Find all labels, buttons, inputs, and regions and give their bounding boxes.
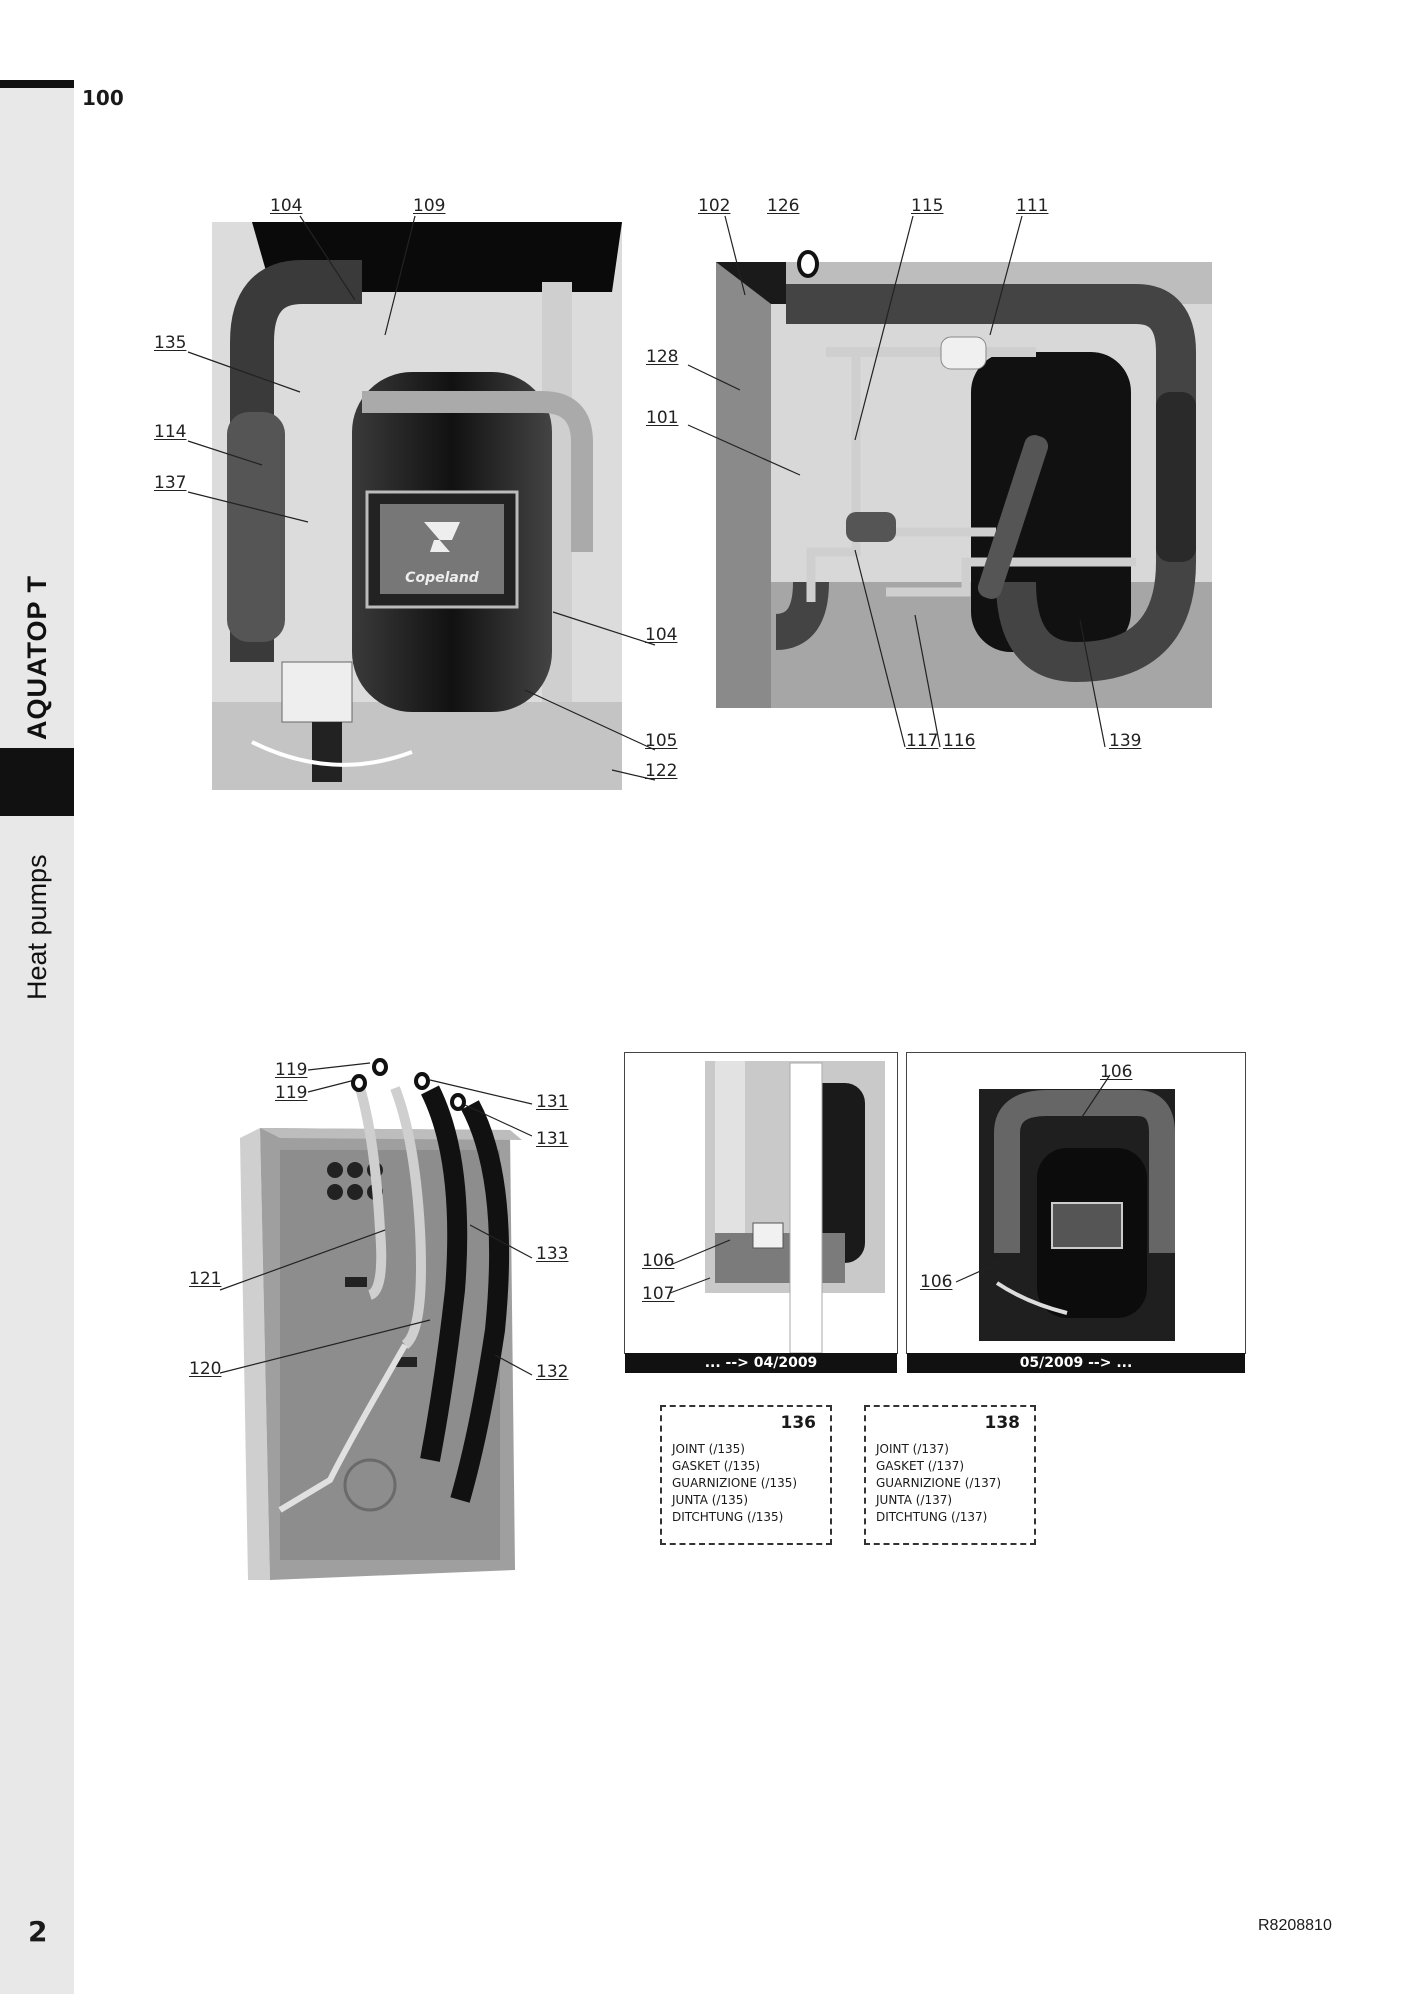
product-title: AQUATOP T xyxy=(22,574,52,740)
callout-label: 104 xyxy=(645,625,678,645)
gasket-line-it: GUARNIZIONE (/135) xyxy=(672,1476,798,1490)
gasket-line-it: GUARNIZIONE (/137) xyxy=(876,1476,1002,1490)
callout-label: 133 xyxy=(536,1244,569,1264)
callout-label: 128 xyxy=(646,347,679,367)
o-ring-icon xyxy=(416,1074,428,1088)
section-number: 100 xyxy=(82,86,124,110)
callout-label: 119 xyxy=(275,1060,308,1080)
gasket-line-en: GASKET (/135) xyxy=(672,1459,761,1473)
callout-label: 131 xyxy=(536,1092,569,1112)
callout-label: 137 xyxy=(154,473,187,493)
o-ring-icon xyxy=(452,1095,464,1109)
callout-label: 101 xyxy=(646,408,679,428)
callout-label: 122 xyxy=(645,761,678,781)
o-ring-icon xyxy=(799,252,817,276)
callout-label: 119 xyxy=(275,1083,308,1103)
callout-label: 111 xyxy=(1016,196,1049,216)
callout-label: 102 xyxy=(698,196,731,216)
callout-label: 114 xyxy=(154,422,187,442)
reference-code: R8208810 xyxy=(1258,1917,1332,1934)
callout-label: 106 xyxy=(920,1272,953,1292)
o-ring-icon xyxy=(374,1060,386,1074)
gasket-number: 136 xyxy=(780,1413,816,1433)
callout-label: 106 xyxy=(1100,1062,1133,1082)
callout-label: 107 xyxy=(642,1284,675,1304)
category-label: Heat pumps xyxy=(22,854,52,1000)
callout-label: 121 xyxy=(189,1269,222,1289)
callout-label: 106 xyxy=(642,1251,675,1271)
o-ring-icons xyxy=(353,252,817,1112)
page-number: 2 xyxy=(28,1915,48,1948)
gasket-line-es: JUNTA (/137) xyxy=(876,1493,953,1507)
callout-label: 139 xyxy=(1109,731,1142,751)
callout-label: 109 xyxy=(413,196,446,216)
callout-label: 126 xyxy=(767,196,800,216)
callout-label: 104 xyxy=(270,196,303,216)
variant-new-caption: 05/2009 --> ... xyxy=(907,1353,1245,1373)
gasket-line-fr: JOINT (/137) xyxy=(876,1442,949,1456)
gasket-line-fr: JOINT (/135) xyxy=(672,1442,745,1456)
callout-label: 117 xyxy=(906,731,939,751)
callout-label: 135 xyxy=(154,333,187,353)
callout-label: 105 xyxy=(645,731,678,751)
gasket-line-es: JUNTA (/135) xyxy=(672,1493,749,1507)
callout-label: 115 xyxy=(911,196,944,216)
variant-old-caption: ... --> 04/2009 xyxy=(625,1353,897,1373)
gasket-line-de: DITCHTUNG (/135) xyxy=(672,1510,784,1524)
gasket-line-de: DITCHTUNG (/137) xyxy=(876,1510,988,1524)
callout-label: 131 xyxy=(536,1129,569,1149)
callout-label: 132 xyxy=(536,1362,569,1382)
copeland-logo-text: Copeland xyxy=(405,570,479,586)
callout-label: 116 xyxy=(943,731,976,751)
gasket-line-en: GASKET (/137) xyxy=(876,1459,965,1473)
callout-label: 120 xyxy=(189,1359,222,1379)
gasket-number: 138 xyxy=(984,1413,1020,1433)
o-ring-icon xyxy=(353,1076,365,1090)
